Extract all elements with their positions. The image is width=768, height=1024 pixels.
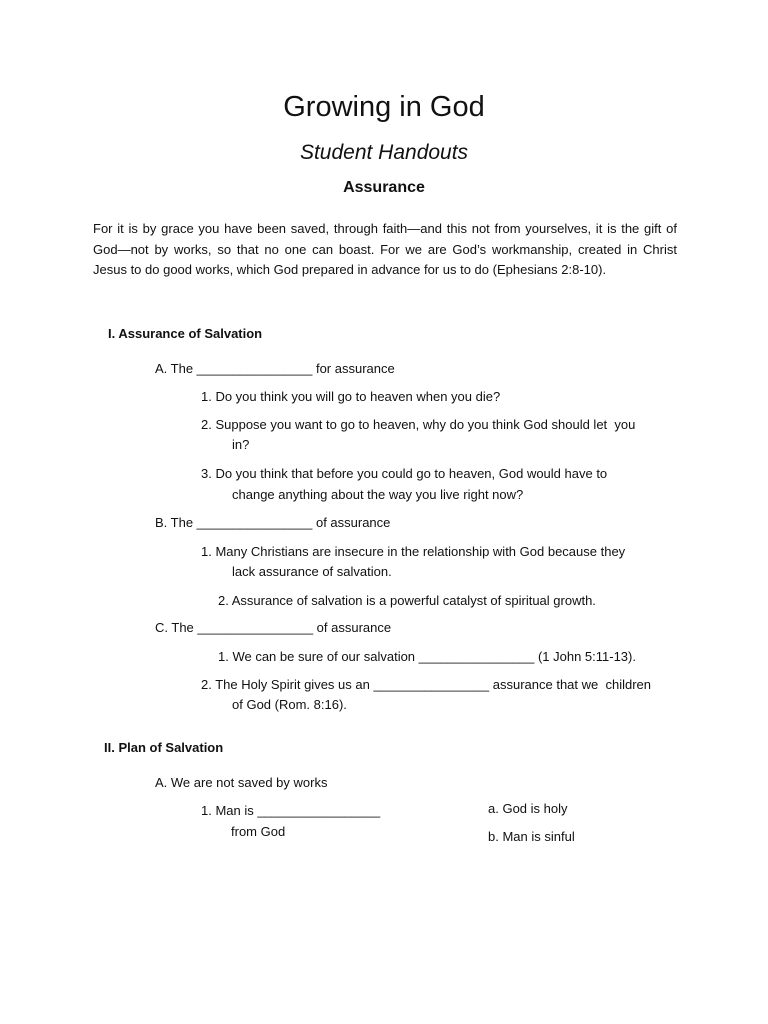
part1-c-point-2-line2: of God (Rom. 8:16). — [232, 697, 347, 712]
part1-a-question-2-line1: 2. Suppose you want to go to heaven, why do you think God should let you — [201, 417, 636, 432]
part2-heading: II. Plan of Salvation — [104, 740, 224, 755]
part1-a-question-2-line2: in? — [232, 437, 250, 452]
part1-a-label: A. The ________________ for assurance — [155, 361, 395, 376]
document-title: Growing in God — [283, 91, 485, 123]
part2-a-point-1-line2: from God — [231, 824, 286, 839]
part1-heading: I. Assurance of Salvation — [108, 326, 263, 341]
part1-b-point-1-line2: lack assurance of salvation. — [232, 564, 392, 579]
part1-c-point-1: 1. We can be sure of our salvation ________________ (1 John 5:11-13). — [218, 649, 636, 664]
part1-a-question-3-line2: change anything about the way you live right now? — [232, 487, 524, 502]
part2-a-subpoint-b: b. Man is sinful — [488, 829, 575, 844]
part2-a-point-1-line1: 1. Man is _________________ — [201, 803, 381, 818]
document-subtitle: Student Handouts — [299, 141, 469, 164]
part1-c-point-2-line1: 2. The Holy Spirit gives us an ________________ assurance that we children — [201, 677, 651, 692]
part1-b-label: B. The ________________ of assurance — [155, 515, 391, 530]
part1-a-question-1: 1. Do you think you will go to heaven when you die? — [201, 389, 501, 404]
part1-b-point-2: 2. Assurance of salvation is a powerful catalyst of spiritual growth. — [218, 593, 596, 608]
part1-c-label: C. The ________________ of assurance — [155, 620, 392, 635]
part1-b-point-1-line1: 1. Many Christians are insecure in the relationship with God because they — [201, 544, 626, 559]
part1-a-question-3-line1: 3. Do you think that before you could go to heaven, God would have to — [201, 466, 608, 481]
section-title: Assurance — [343, 179, 425, 196]
scripture-paragraph: For it is by grace you have been saved, through faith—and this not from yourselves, it is the gift of God—not by works, so that no one can boast. For we are God’s workmanship, created in Christ Jesus to do good works, which God prepared in advance for us to do (Ephesians 2:8-10). — [93, 221, 677, 278]
part2-a-subpoint-a: a. God is holy — [488, 801, 568, 816]
part2-a-label: A. We are not saved by works — [155, 775, 328, 790]
